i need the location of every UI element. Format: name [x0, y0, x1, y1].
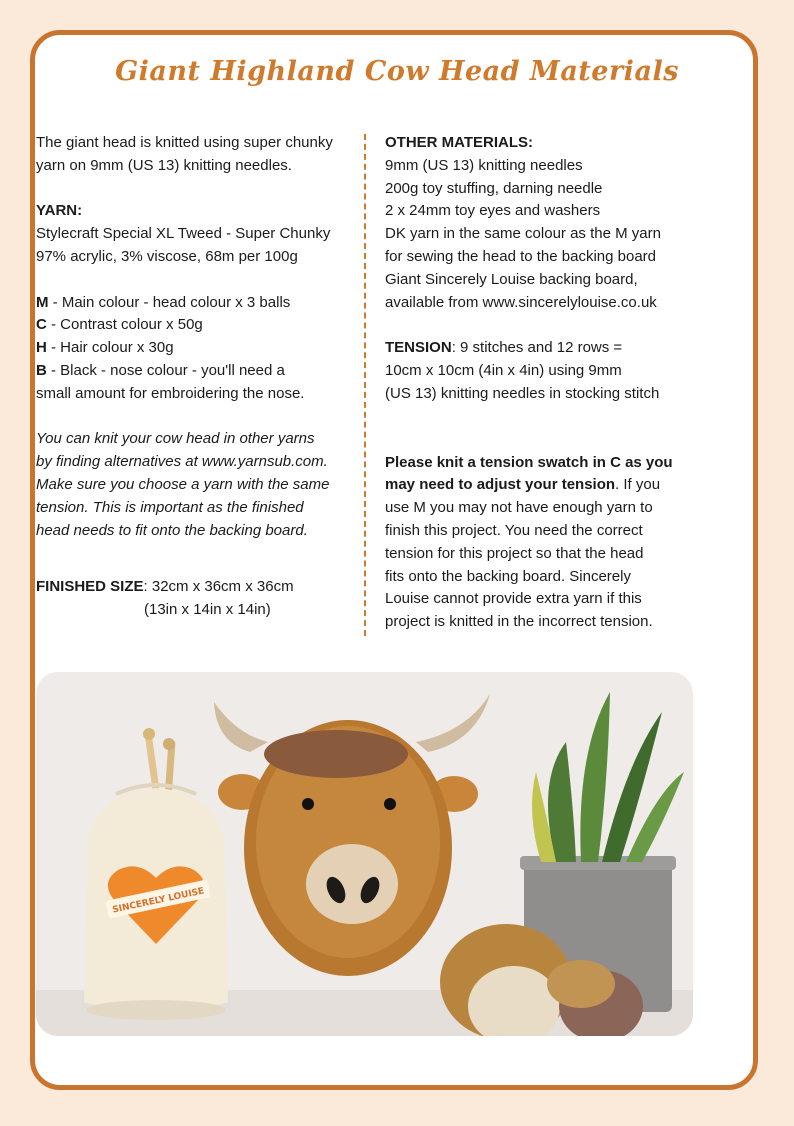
alt-yarn-line: by finding alternatives at www.yarnsub.com.: [36, 453, 328, 471]
tension-line: 10cm x 10cm (4in x 4in) using 9mm: [385, 361, 622, 379]
bag-label: SINCERELY LOUISE: [111, 886, 206, 916]
intro-line: The giant head is knitted using super chunky: [36, 134, 333, 151]
left-column: [36, 132, 366, 622]
alt-yarn-line: You can knit your cow head in other yarns: [36, 430, 315, 448]
other-line: for sewing the head to the backing board: [385, 247, 657, 265]
alt-yarn-line: head needs to fit onto the backing board.: [36, 521, 308, 539]
finished-size: FINISHED SIZE: 32cm x 36cm x 36cm: [36, 578, 294, 596]
right-column: [385, 132, 715, 634]
alt-yarn-line: tension. This is important as the finished: [36, 498, 304, 516]
swatch-line: Louise cannot provide extra yarn if this: [385, 590, 642, 608]
other-line: Giant Sincerely Louise backing board,: [385, 270, 638, 288]
finished-size-imperial: (13in x 14in x 14in): [144, 601, 271, 619]
swatch-line: project is knitted in the incorrect tension.: [385, 613, 653, 631]
other-line: 200g toy stuffing, darning needle: [385, 179, 603, 197]
other-line: DK yarn in the same colour as the M yarn: [385, 225, 661, 243]
swatch-line: finish this project. You need the correct: [385, 521, 643, 539]
colour-black: B - Black - nose colour - you'll need a: [36, 361, 285, 379]
colour-hair: H - Hair colour x 30g: [36, 339, 174, 357]
column-divider: [364, 134, 366, 636]
page-title: Giant Highland Cow Head Materials: [115, 56, 679, 87]
alt-yarn-line: Make sure you choose a yarn with the same: [36, 475, 330, 493]
product-photo: [36, 672, 693, 1036]
swatch-line: use M you may not have enough yarn to: [385, 499, 653, 517]
intro-line: yarn on 9mm (US 13) knitting needles.: [36, 156, 292, 174]
swatch-line: Please knit a tension swatch in C as you: [385, 453, 673, 471]
other-heading: OTHER MATERIALS:: [385, 134, 534, 151]
swatch-line: fits onto the backing board. Sincerely: [385, 567, 631, 585]
other-line: 2 x 24mm toy eyes and washers: [385, 202, 601, 220]
colour-main: M - Main colour - head colour x 3 balls: [36, 293, 291, 311]
tension-line: (US 13) knitting needles in stocking stitch: [385, 384, 660, 402]
yarn-line: Stylecraft Special XL Tweed - Super Chunky: [36, 225, 331, 243]
tension-line: TENSION: 9 stitches and 12 rows =: [385, 339, 623, 357]
swatch-line: tension for this project so that the head: [385, 544, 644, 562]
other-line: 9mm (US 13) knitting needles: [385, 156, 583, 174]
swatch-line: may need to adjust your tension. If you: [385, 476, 661, 494]
yarn-line: 97% acrylic, 3% viscose, 68m per 100g: [36, 247, 298, 265]
yarn-heading: YARN:: [36, 202, 83, 220]
colour-contrast: C - Contrast colour x 50g: [36, 316, 203, 334]
colour-black-cont: small amount for embroidering the nose.: [36, 384, 305, 402]
other-line: available from www.sincerelylouise.co.uk: [385, 293, 657, 311]
